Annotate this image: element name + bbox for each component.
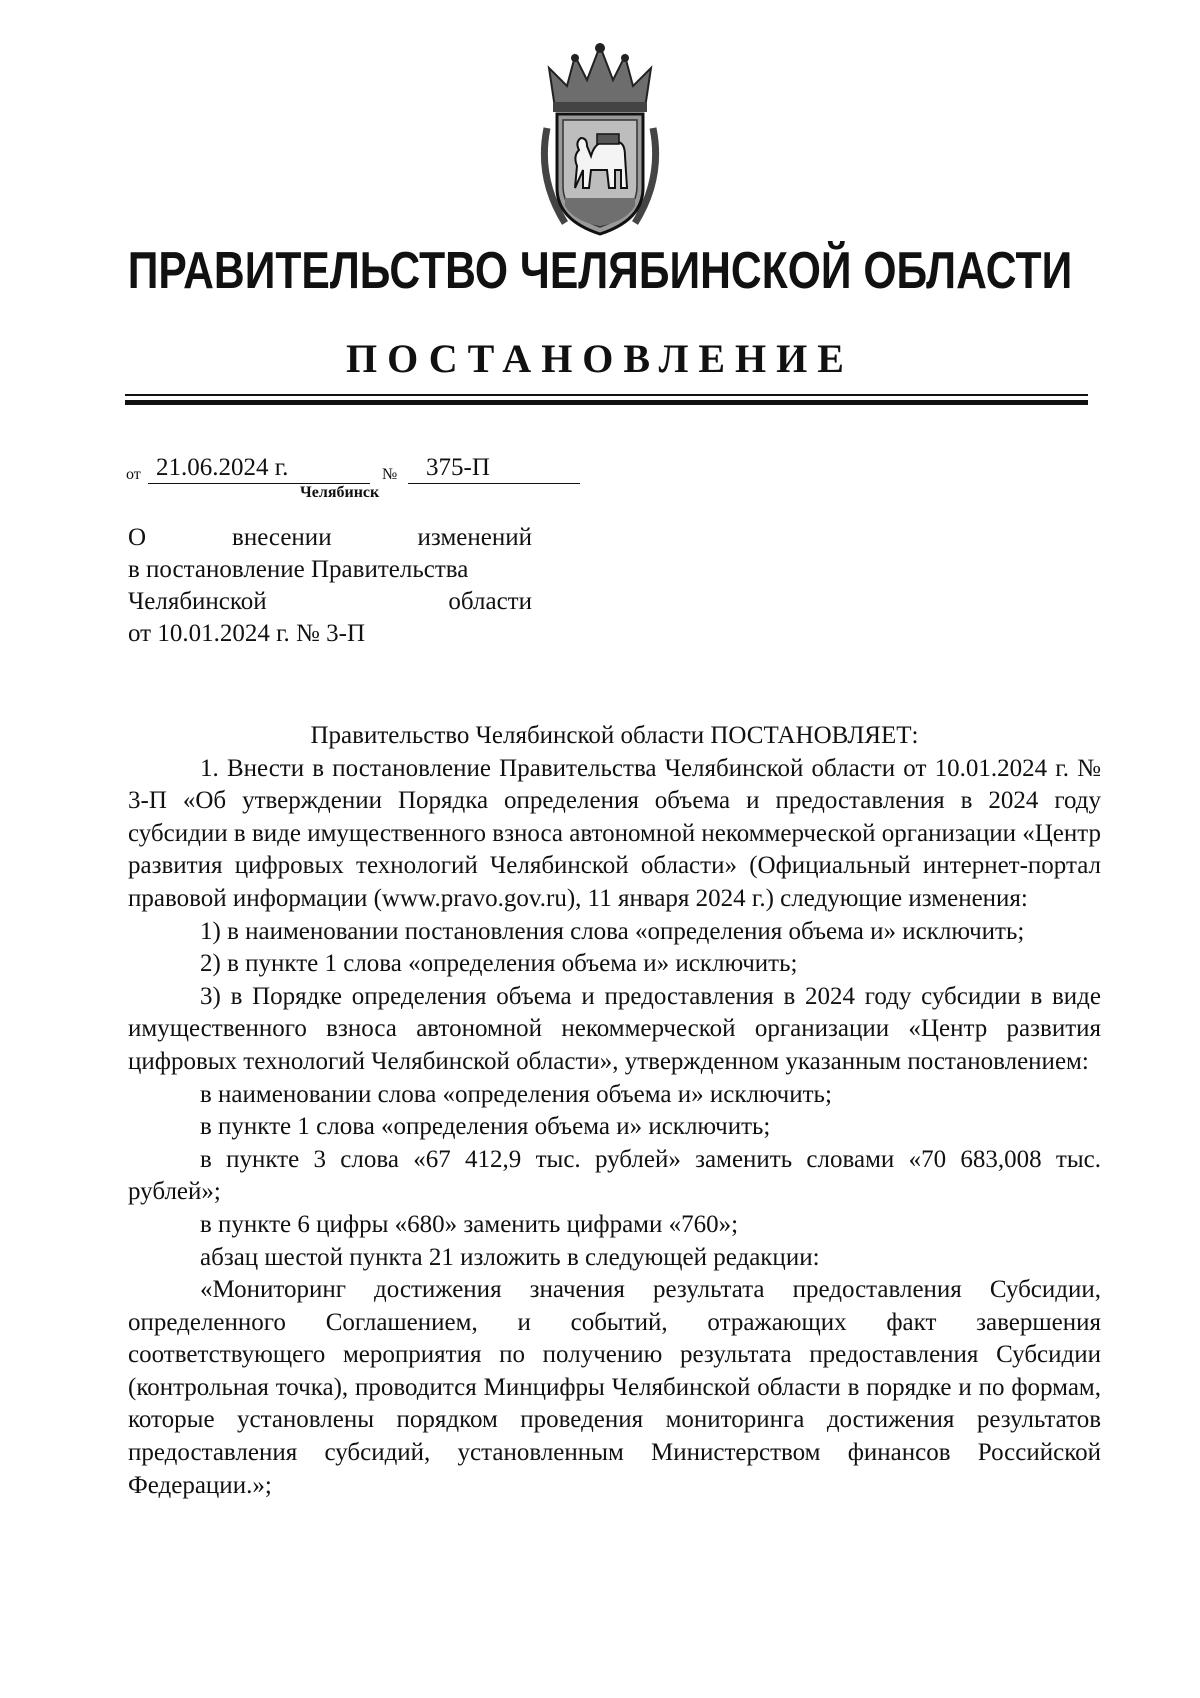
document-type-title: ПОСТАНОВЛЕНИЕ bbox=[346, 336, 854, 381]
paragraph: 1. Внести в постановление Правительства Челябинской области от 10.01.2024 г. № 3-П «Об утверждении Порядка определения объема и предоставления в 2024 году субсидии в виде имущественного взноса автономной некоммерческой организации «Центр развития цифровых технологий Челябинской области» (Официальный интернет-портал правовой информации (www.pravo.gov.ru), 11 января 2024 г.) следующие изменения: bbox=[128, 754, 1101, 912]
chelyabinsk-coat-of-arms-icon bbox=[535, 38, 665, 238]
subject-word: О bbox=[128, 524, 147, 551]
city-name: Челябинск bbox=[300, 484, 380, 501]
number-underline bbox=[408, 483, 580, 484]
subject-word: внесении bbox=[232, 524, 332, 551]
subject-word: Челябинской bbox=[128, 588, 267, 615]
document-number: 375-П bbox=[426, 454, 490, 481]
paragraph: абзац шестой пункта 21 изложить в следующей редакции: bbox=[200, 1243, 820, 1271]
subject-line: от 10.01.2024 г. № 3-П bbox=[128, 620, 366, 647]
subject-word: изменений bbox=[417, 524, 532, 551]
resolution-intro: Правительство Челябинской области ПОСТАНОВЛЯЕТ: bbox=[310, 722, 919, 749]
subject-word: области bbox=[448, 588, 532, 615]
paragraph: в пункте 3 слова «67 412,9 тыс. рублей» заменить словами «70 683,008 тыс. рублей»; bbox=[128, 1145, 1101, 1206]
paragraph: 1) в наименовании постановления слова «определения объема и» исключить; bbox=[200, 917, 1025, 945]
document-body bbox=[128, 720, 1101, 1502]
paragraph: в пункте 6 цифры «680» заменить цифрами «760»; bbox=[200, 1210, 739, 1238]
document-date: 21.06.2024 г. bbox=[156, 454, 289, 481]
subject-line: в постановление Правительства bbox=[128, 556, 469, 583]
paragraph: 2) в пункте 1 слова «определения объема и» исключить; bbox=[200, 950, 798, 978]
paragraph: в наименовании слова «определения объема и» исключить; bbox=[200, 1080, 832, 1108]
paragraph: в пункте 1 слова «определения объема и» исключить; bbox=[200, 1113, 771, 1141]
paragraph: «Мониторинг достижения значения результата предоставления Субсидии, определенного Соглашением, и событий, отражающих факт завершения соответствующего мероприятия по получению результата предоставления Субсидии (контрольная точка), проводится Минцифры Челябинской области в порядке и по формам, которые установлены порядком проведения мониторинга достижения результатов предоставления субсидий, установленным Министерством финансов Российской Федерации.»; bbox=[128, 1276, 1101, 1499]
paragraph: 3) в Порядке определения объема и предоставления в 2024 году субсидии в виде имущественного взноса автономной некоммерческой организации «Центр развития цифровых технологий Челябинской области», утвержденном указанным постановлением: bbox=[128, 982, 1101, 1075]
government-title: ПРАВИТЕЛЬСТВО ЧЕЛЯБИНСКОЙ ОБЛАСТИ bbox=[127, 242, 1073, 300]
header-divider-thin bbox=[125, 394, 1088, 396]
document-subject bbox=[128, 522, 532, 650]
header-divider-thick bbox=[125, 400, 1088, 405]
number-label: № bbox=[382, 466, 398, 483]
date-label: от bbox=[126, 466, 141, 483]
